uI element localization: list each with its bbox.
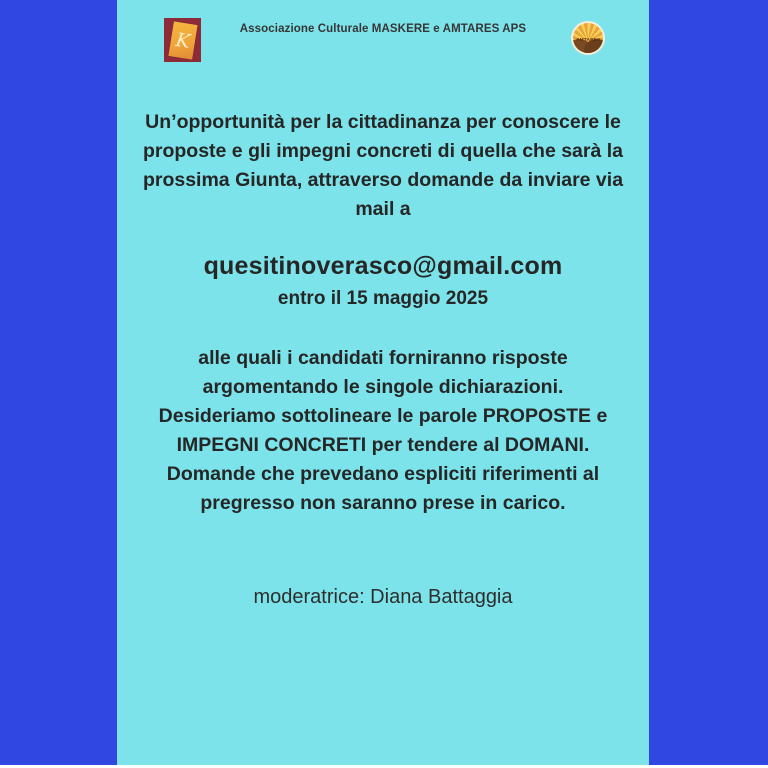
amtares-sunburst-icon	[573, 23, 603, 53]
details-paragraph	[117, 344, 649, 518]
details-line: argomentando le singole dichiarazioni.	[202, 376, 564, 398]
intro-line: proposte e gli impegni concreti di quella che sarà la	[142, 140, 624, 162]
intro-paragraph	[117, 108, 649, 224]
intro-line: Un’opportunità per la cittadinanza per conoscere le	[145, 111, 621, 133]
flyer-panel	[117, 0, 649, 765]
intro-line: prossima Giunta, attraverso domande da inviare via	[142, 169, 624, 191]
contact-email: quesitinoverasco@gmail.com	[203, 252, 563, 280]
details-line: pregresso non saranno prese in carico.	[200, 492, 566, 514]
deadline-text: entro il 15 maggio 2025	[277, 288, 489, 309]
details-line: alle quali i candidati forniranno risposte	[198, 347, 568, 369]
association-title: Associazione Culturale MASKERE e AMTARES APS	[239, 23, 527, 35]
details-line: Domande che prevedano espliciti riferimenti al	[166, 463, 600, 485]
maskere-card-icon: K	[168, 21, 197, 59]
intro-line: mail a	[355, 198, 411, 220]
details-line: Desideriamo sottolineare le parole PROPOSTE e	[158, 405, 608, 427]
moderator-text: moderatrice: Diana Battaggia	[253, 586, 513, 608]
amtares-logo-label: AMTARES	[576, 37, 601, 43]
details-line: IMPEGNI CONCRETI per tendere al DOMANI.	[176, 434, 590, 456]
amtares-logo	[571, 21, 605, 55]
